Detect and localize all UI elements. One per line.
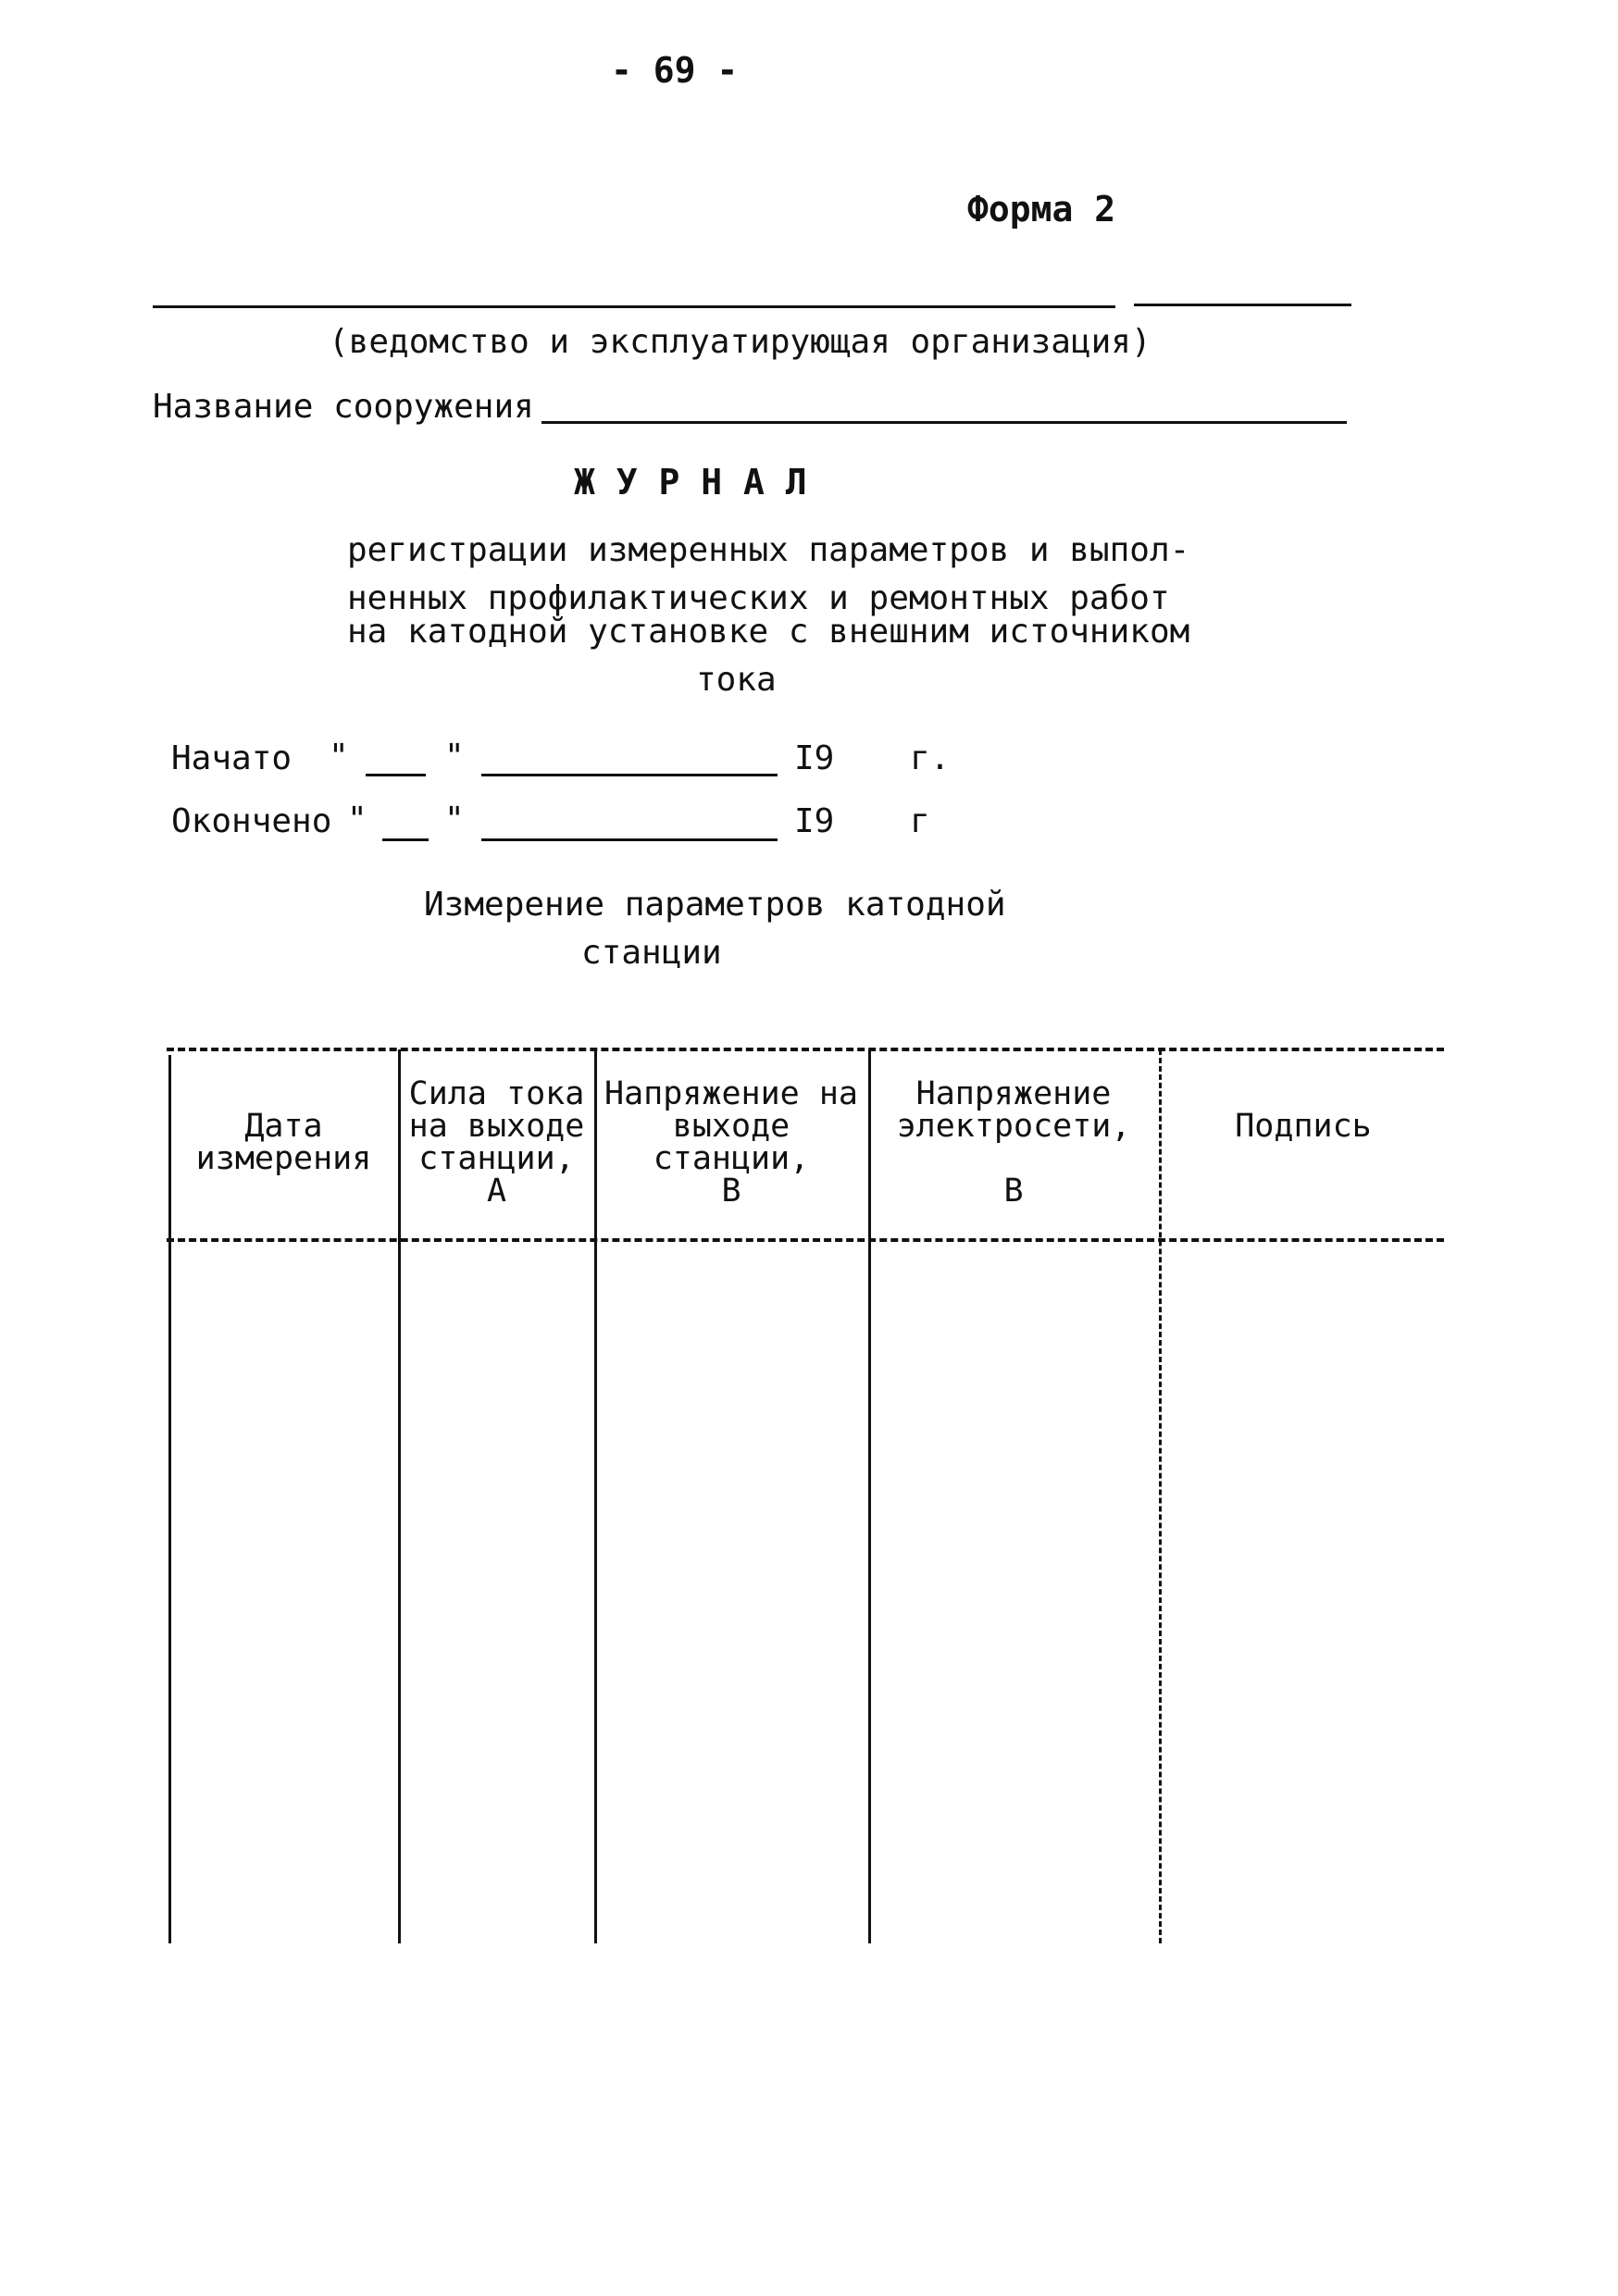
finished-year: I9 [794, 802, 835, 840]
table-divider-3 [868, 1049, 871, 1943]
org-line [153, 305, 1115, 308]
org-line-extension [1134, 304, 1351, 306]
page-number: - 69 - [611, 50, 739, 91]
header-date: Дата измерения [195, 1108, 372, 1177]
table-border-left [168, 1055, 171, 1943]
journal-line-2: ненных профилактических и ремонтных работ [347, 579, 1170, 617]
header-station-current: Сила тока на выходе станции, А [408, 1075, 585, 1210]
section-title-line-2: станции [581, 934, 722, 972]
started-year: I9 [794, 739, 835, 777]
header-signature: Подпись [1235, 1108, 1372, 1145]
started-label: Начато [171, 739, 292, 777]
finished-close-quote: " [444, 800, 465, 838]
started-month-line [481, 774, 778, 776]
form-label: Форма 2 [967, 189, 1116, 230]
header-mains-voltage: Напряжение электросети, В [896, 1075, 1131, 1210]
structure-label: Название сооружения [153, 388, 534, 426]
started-day-line [366, 774, 426, 776]
table-divider-4 [1159, 1049, 1162, 1943]
org-caption: (ведомство и эксплуатирующая организация) [329, 323, 1151, 361]
started-year-suffix: г. [910, 739, 951, 777]
journal-line-4: тока [696, 661, 777, 699]
finished-month-line [481, 838, 778, 841]
journal-line-3: на катодной установке с внешним источником [347, 613, 1190, 651]
structure-name-line [541, 421, 1347, 424]
header-station-voltage: Напряжение на выходе станции, В [604, 1075, 858, 1210]
started-open-quote: " [329, 738, 349, 776]
table-top-rule [167, 1048, 1444, 1051]
finished-year-suffix: г [910, 802, 930, 840]
started-close-quote: " [444, 738, 465, 776]
section-title-line-1: Измерение параметров катодной [424, 886, 1006, 924]
journal-line-1: регистрации измеренных параметров и выпол- [347, 531, 1190, 569]
journal-title: Ж У Р Н А Л [574, 462, 807, 503]
finished-day-line [382, 838, 429, 841]
finished-label: Окончено [171, 802, 332, 840]
table-header-rule [167, 1238, 1444, 1242]
finished-open-quote: " [347, 800, 367, 838]
